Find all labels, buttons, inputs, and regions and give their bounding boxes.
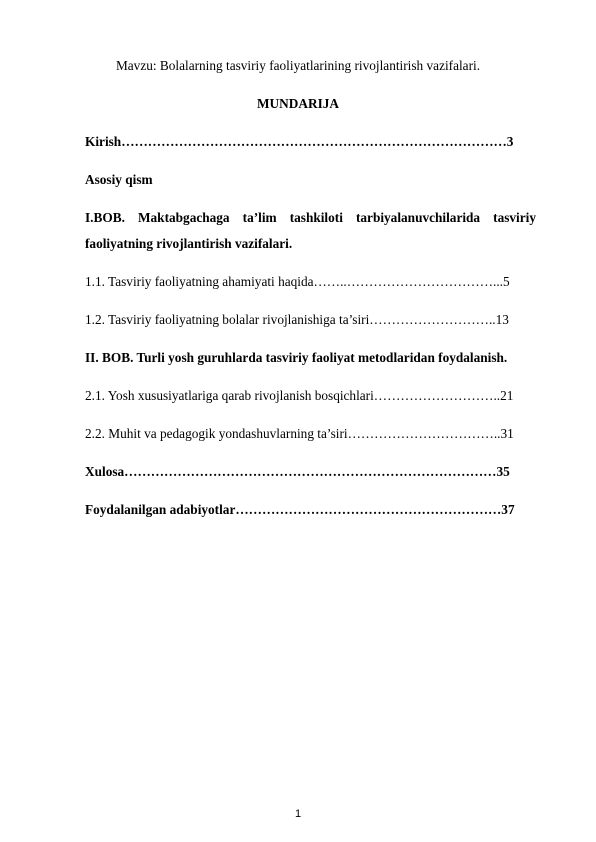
toc-item-kirish: Kirish……………………………………………………………………………3 — [85, 134, 514, 149]
toc-item-chapter-1-line-1: I.BOB. Maktabgachaga ta’lim tashkiloti tarbiyalanuvchilarida tasviriy — [85, 210, 536, 225]
subject-line: Mavzu: Bolalarning tasviriy faoliyatlarining rivojlantirish vazifalari. — [115, 58, 481, 73]
toc-item-1-2: 1.2. Tasviriy faoliyatning bolalar rivojlanishiga ta’siri………………………..13 — [85, 312, 509, 327]
toc-item-chapter-2: II. BOB. Turli yosh guruhlarda tasviriy faoliyat metodlaridan foydalanish. — [85, 350, 508, 365]
toc-item-chapter-1-line-2: faoliyatning rivojlantirish vazifalari. — [85, 236, 293, 251]
toc-item-asosiy-qism: Asosiy qism — [85, 172, 153, 187]
toc-heading: MUNDARIJA — [257, 96, 339, 111]
toc-item-1-1: 1.1. Tasviriy faoliyatning ahamiyati haqida……..……………………………...5 — [85, 274, 510, 289]
page-number: 1 — [294, 808, 302, 820]
toc-item-xulosa: Xulosa…………………………………………………………………………35 — [85, 464, 510, 479]
toc-item-2-2: 2.2. Muhit va pedagogik yondashuvlarning ta’siri……………………………..31 — [85, 426, 514, 441]
toc-item-adabiyotlar: Foydalanilgan adabiyotlar……………………………………………………37 — [85, 502, 515, 517]
toc-item-2-1: 2.1. Yosh xususiyatlariga qarab rivojlanish bosqichlari………………………..21 — [85, 388, 514, 403]
